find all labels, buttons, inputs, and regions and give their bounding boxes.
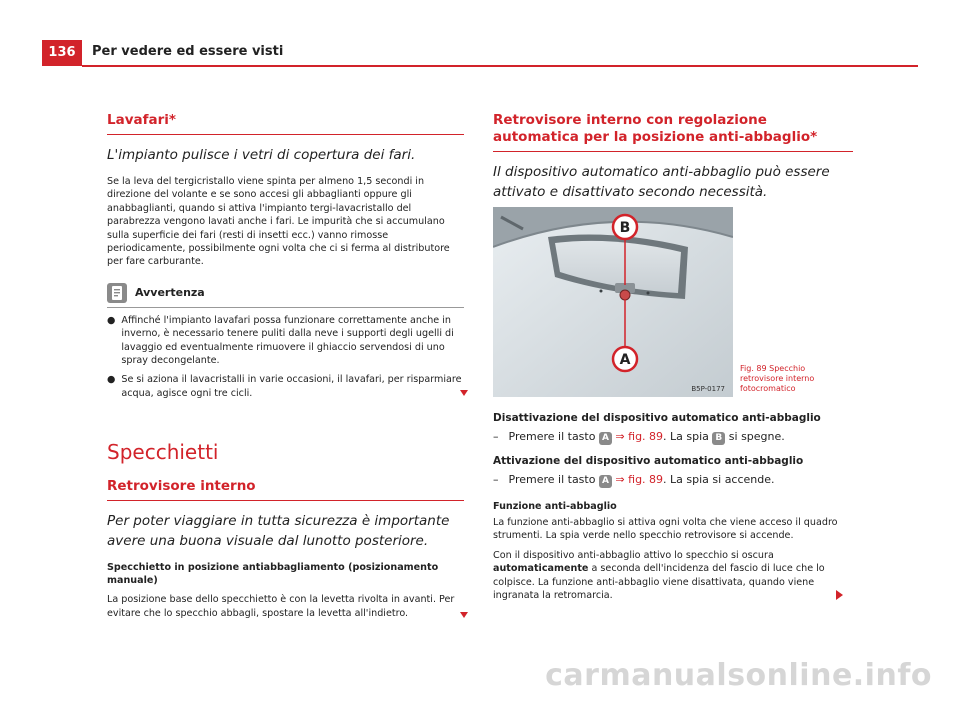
warning-note-icon (107, 283, 127, 303)
deactivation-text: Premere il tasto A ⇒ fig. 89. La spia B si spegne. (508, 430, 785, 443)
retrovisore-paragraph: La posizione base dello specchietto è con la levetta rivolta in avanti. Per evitare che lo specchio abbagli, spostare la levetta all'indietro. (107, 594, 455, 619)
warning-rule (107, 307, 464, 308)
mirror-illustration (493, 207, 733, 397)
key-a-badge: A (599, 475, 612, 488)
lavafari-paragraph: Se la leva del tergicristallo viene spinta per almeno 1,5 secondi in direzione del volante e se sono accesi gli abbaglianti oppure gli anabbaglianti, quando si attiva l'impianto tergi-lavacristallo del parabrezza vengono lavati anche i fari. Le impurità che si accumulano sulla superficie dei fari (resti di insetti ecc.) vanno rimosse periodicamente, possibilmente ogni volta che ci si ferma al distributore per fare carburante. (107, 176, 450, 268)
bullet-text: Se si aziona il lavacristalli in varie occasioni, il lavafari, per risparmiare acqua, agisce ogni tre cicli. (121, 374, 462, 399)
deactivation-title: Disattivazione del dispositivo automatico anti-abbaglio (493, 412, 821, 424)
end-of-section-marker (460, 612, 468, 618)
key-b-badge: B (712, 432, 725, 445)
step-dash: – (493, 473, 499, 486)
list-item: ● Affinché l'impianto lavafari possa funzionare correttamente anche in inverno, è necessario tenere puliti dalla neve i supporti degli ugelli di lavaggio ed eventualmente rimuovere il ghiaccio servendosi di uno spray decongelante. (107, 314, 464, 368)
funzione-paragraph-1: La funzione anti-abbaglio si attiva ogni volta che viene acceso il quadro strumenti. La spia verde nello specchio retrovisore si accende. (493, 517, 838, 542)
right-column-lower (493, 412, 853, 602)
lavafari-lead: L'impianto pulisce i vetri di copertura dei fari. (107, 147, 416, 163)
header-rule (82, 65, 918, 67)
key-a-badge: A (599, 432, 612, 445)
left-column (107, 112, 464, 620)
chapter-title: Per vedere ed essere visti (92, 44, 284, 59)
retrovisore-body (107, 593, 464, 620)
watermark: carmanualsonline.info (545, 658, 932, 693)
retrovisore-lead: Per poter viaggiare in tutta sicurezza è importante avere una buona visuale dal lunotto posteriore. (107, 513, 450, 550)
lavafari-body (107, 175, 464, 269)
funzione-paragraph-2: Con il dispositivo anti-abbaglio attivo lo specchio si oscura automaticamente a seconda dell'incidenza del fascio di luce che lo colpisce. La funzione anti-abbaglio viene disattivata, quando viene ingranata la retromarcia. (493, 549, 825, 602)
figure-89 (493, 207, 733, 397)
right-column (493, 112, 853, 202)
list-item: ● Se si aziona il lavacristalli in varie occasioni, il lavafari, per risparmiare acqua, agisce ogni tre cicli. (107, 373, 464, 400)
deactivation-step (493, 429, 853, 445)
retrovisore-title: Retrovisore interno (107, 478, 256, 495)
retrovisore-subtitle: Specchietto in posizione antiabbagliamento (posizionamento manuale) (107, 562, 439, 587)
funzione-body (493, 516, 853, 602)
warning-list (107, 314, 464, 400)
specchietti-title: Specchietti (107, 440, 219, 465)
label-a: A (619, 352, 631, 368)
section-rule (107, 500, 464, 501)
continue-arrow-icon (836, 590, 843, 600)
activation-step (493, 472, 853, 488)
warning-title: Avvertenza (135, 286, 205, 300)
bullet-text: Affinché l'impianto lavafari possa funzionare correttamente anche in inverno, è necessario tenere puliti dalla neve i supporti degli ugelli di lavaggio ed eventualmente rimuovere il ghiaccio servendosi di uno spray decongelante. (121, 314, 454, 367)
activation-text: Premere il tasto A ⇒ fig. 89. La spia si accende. (508, 473, 775, 486)
page-number: 136 (42, 40, 82, 66)
activation-title: Attivazione del dispositivo automatico anti-abbaglio (493, 455, 804, 467)
figure-reference-link[interactable]: ⇒ fig. 89 (615, 430, 664, 443)
figure-caption: Fig. 89 Specchio retrovisore interno fotocromatico (740, 364, 815, 393)
auto-dimming-lead: Il dispositivo automatico anti-abbaglio può essere attivato e disattivato secondo necessità. (493, 164, 830, 200)
warning-header (107, 283, 464, 303)
figure-code: B5P-0177 (691, 385, 725, 393)
auto-dimming-title: Retrovisore interno con regolazione automatica per la posizione anti-abbaglio* (493, 112, 818, 145)
funzione-title: Funzione anti-abbaglio (493, 501, 617, 512)
figure-reference-link[interactable]: ⇒ fig. 89 (615, 473, 664, 486)
section-rule (493, 151, 853, 152)
step-dash: – (493, 430, 499, 443)
label-b: B (619, 220, 631, 236)
section-rule (107, 134, 464, 135)
end-of-section-marker (460, 390, 468, 396)
lavafari-title: Lavafari* (107, 112, 176, 128)
